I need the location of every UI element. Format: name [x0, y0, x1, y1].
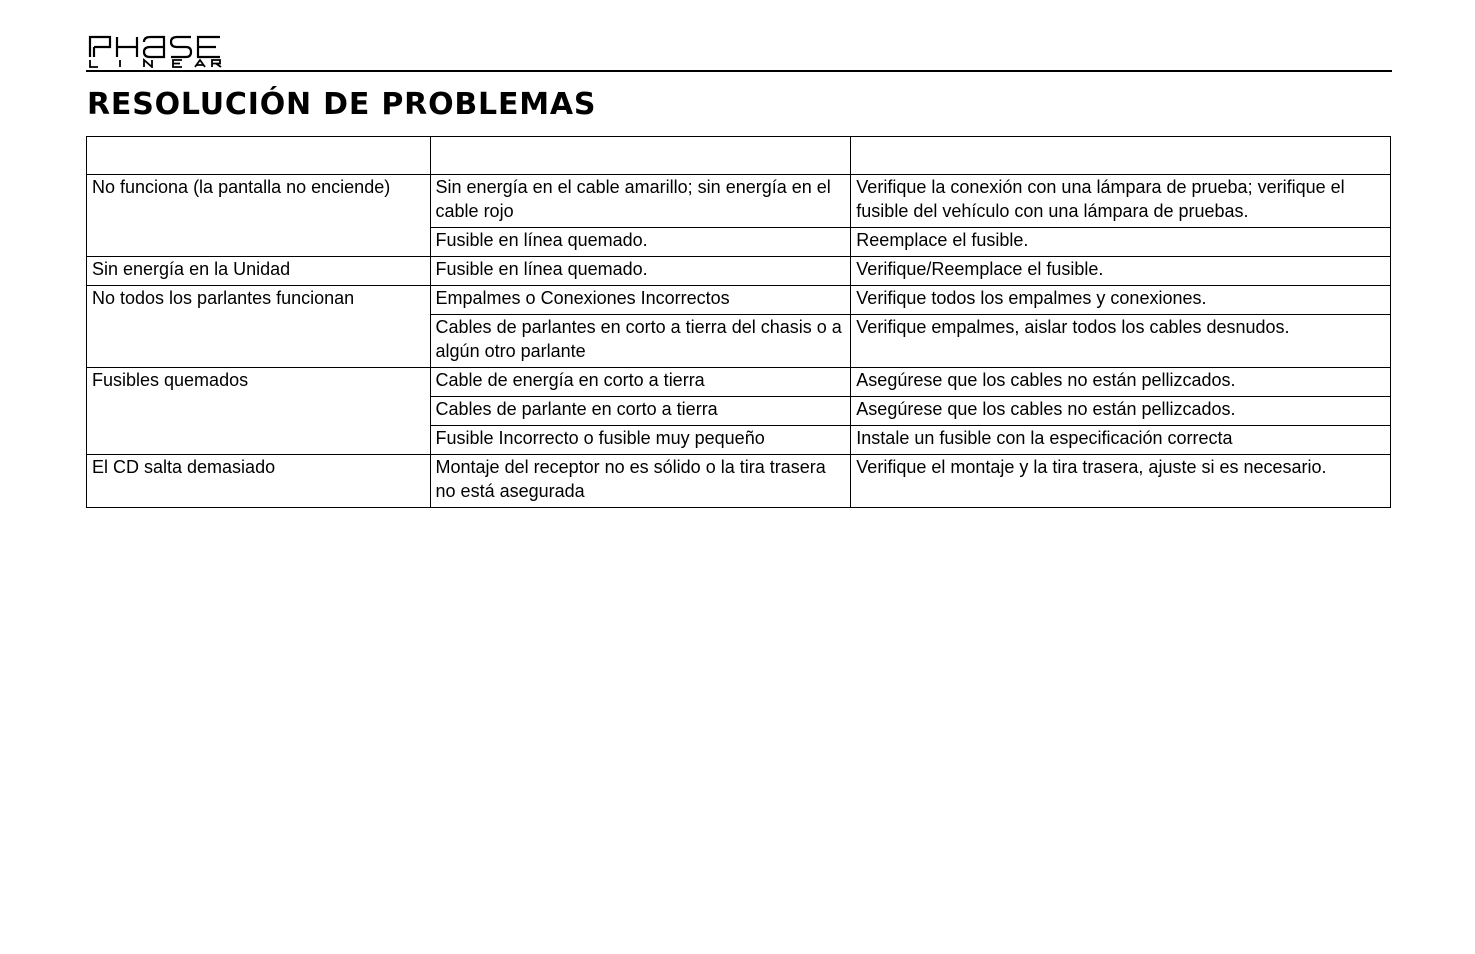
table-row: [87, 286, 1391, 315]
column-header: [851, 137, 1391, 175]
action-cell: Asegúrese que los cables no están pellizcados.: [851, 368, 1391, 397]
cause-cell: Sin energía en el cable amarillo; sin energía en el cable rojo: [430, 175, 851, 228]
action-cell: Instale un fusible con la especificación correcta: [851, 426, 1391, 455]
cause-cell: Cables de parlantes en corto a tierra del chasis o a algún otro parlante: [430, 315, 851, 368]
table-header-row: [87, 137, 1391, 175]
problem-cell: No todos los parlantes funcionan: [87, 286, 431, 368]
cause-cell: Cable de energía en corto a tierra: [430, 368, 851, 397]
troubleshooting-table: [86, 136, 1391, 508]
header-rule: [86, 70, 1392, 72]
cause-cell: Empalmes o Conexiones Incorrectos: [430, 286, 851, 315]
action-cell: Verifique la conexión con una lámpara de prueba; verifique el fusible del vehículo con una lámpara de pruebas.: [851, 175, 1391, 228]
problem-cell: Fusibles quemados: [87, 368, 431, 455]
brand-logo: [88, 34, 224, 68]
cause-cell: Montaje del receptor no es sólido o la tira trasera no está asegurada: [430, 455, 851, 508]
action-cell: Reemplace el fusible.: [851, 228, 1391, 257]
cause-cell: Fusible Incorrecto o fusible muy pequeño: [430, 426, 851, 455]
action-cell: Verifique todos los empalmes y conexiones.: [851, 286, 1391, 315]
table-row: [87, 175, 1391, 228]
cause-cell: Fusible en línea quemado.: [430, 257, 851, 286]
problem-cell: El CD salta demasiado: [87, 455, 431, 508]
problem-cell: No funciona (la pantalla no enciende): [87, 175, 431, 257]
action-cell: Verifique empalmes, aislar todos los cables desnudos.: [851, 315, 1391, 368]
column-header: [430, 137, 851, 175]
action-cell: Verifique el montaje y la tira trasera, ajuste si es necesario.: [851, 455, 1391, 508]
table-row: [87, 257, 1391, 286]
page-title: RESOLUCIÓN DE PROBLEMAS: [87, 87, 597, 122]
table-row: [87, 368, 1391, 397]
problem-cell: Sin energía en la Unidad: [87, 257, 431, 286]
column-header: [87, 137, 431, 175]
cause-cell: Cables de parlante en corto a tierra: [430, 397, 851, 426]
action-cell: Verifique/Reemplace el fusible.: [851, 257, 1391, 286]
cause-cell: Fusible en línea quemado.: [430, 228, 851, 257]
table-row: [87, 455, 1391, 508]
action-cell: Asegúrese que los cables no están pellizcados.: [851, 397, 1391, 426]
